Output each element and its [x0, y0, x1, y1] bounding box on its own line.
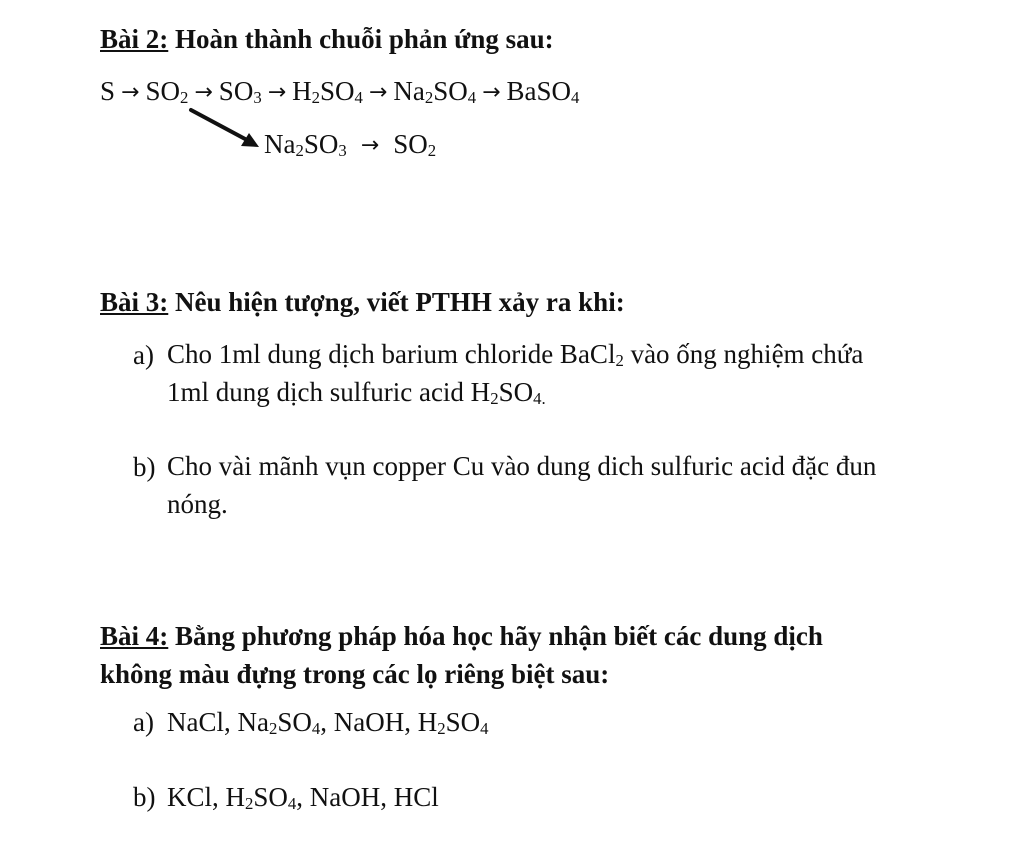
bai3-title: Nêu hiện tượng, viết PTHH xảy ra khi: [168, 287, 625, 317]
bai3-label: Bài 3: [100, 287, 169, 317]
formula-so2-branch: $SO_2$ [393, 129, 437, 160]
bai3-item-a-marker: a) [133, 340, 154, 370]
arrow-icon: → [267, 80, 287, 105]
bai3-item-b-text [167, 447, 876, 523]
bai4-title-line1: Bằng phương pháp hóa học hãy nhận biết các dung dịch [168, 621, 823, 651]
bai4-item-b-text: KCl, $H_2SO_4$, NaOH, HCl [167, 782, 439, 813]
bai3-heading [100, 287, 625, 318]
formula-na2so3: $Na_2SO_3$ [264, 129, 347, 160]
formula-na2so4: $Na_2SO_4$ [393, 76, 477, 107]
arrow-icon: → [368, 80, 388, 105]
bai2-title: Hoàn thành chuỗi phản ứng sau: [168, 24, 554, 54]
formula-so3: $SO_3$ [218, 76, 262, 107]
arrow-icon: → [482, 80, 501, 105]
arrow-icon: → [194, 80, 213, 105]
bai4-item-a-text: NaCl, $Na_2SO_4$, NaOH, $H_2SO_4$ [167, 707, 489, 738]
arrow-icon: → [121, 80, 140, 105]
formula-h2so4: $H_2SO_4$ [292, 76, 363, 107]
bai2-heading [100, 24, 554, 55]
bai4-heading [100, 617, 823, 693]
bai4-item-b-marker: b) [133, 782, 156, 812]
bai3-item-a-line1: Cho 1ml dung dịch barium chloride BaCl$_2$ vào ống nghiệm chứa [167, 339, 864, 370]
reaction-chain [100, 76, 579, 107]
bai4-title-line2: không màu đựng trong các lọ riêng biệt sau: [100, 659, 610, 689]
bai4-item-a-marker: a) [133, 707, 154, 737]
bai2-label: Bài 2: [100, 24, 169, 54]
reaction-branch [264, 129, 436, 160]
bai4-label: Bài 4: [100, 621, 169, 651]
branch-arrow-icon [185, 104, 265, 154]
formula-baso4: BaSO$_4$ [506, 76, 580, 107]
bai3-item-b-line1: Cho vài mãnh vụn copper Cu vào dung dich sulfuric acid đặc đun [167, 451, 877, 481]
bai3-item-a-text [167, 335, 863, 411]
arrow-icon: → [360, 133, 380, 158]
formula-s: S [100, 76, 116, 106]
bai3-item-a-line2: 1ml dung dịch sulfuric acid $H_2SO_{4.}$ [167, 377, 546, 408]
bai3-item-b-line2: nóng. [167, 489, 228, 519]
formula-so2: $SO_2$ [145, 76, 189, 107]
bai3-item-b-marker: b) [133, 452, 156, 482]
